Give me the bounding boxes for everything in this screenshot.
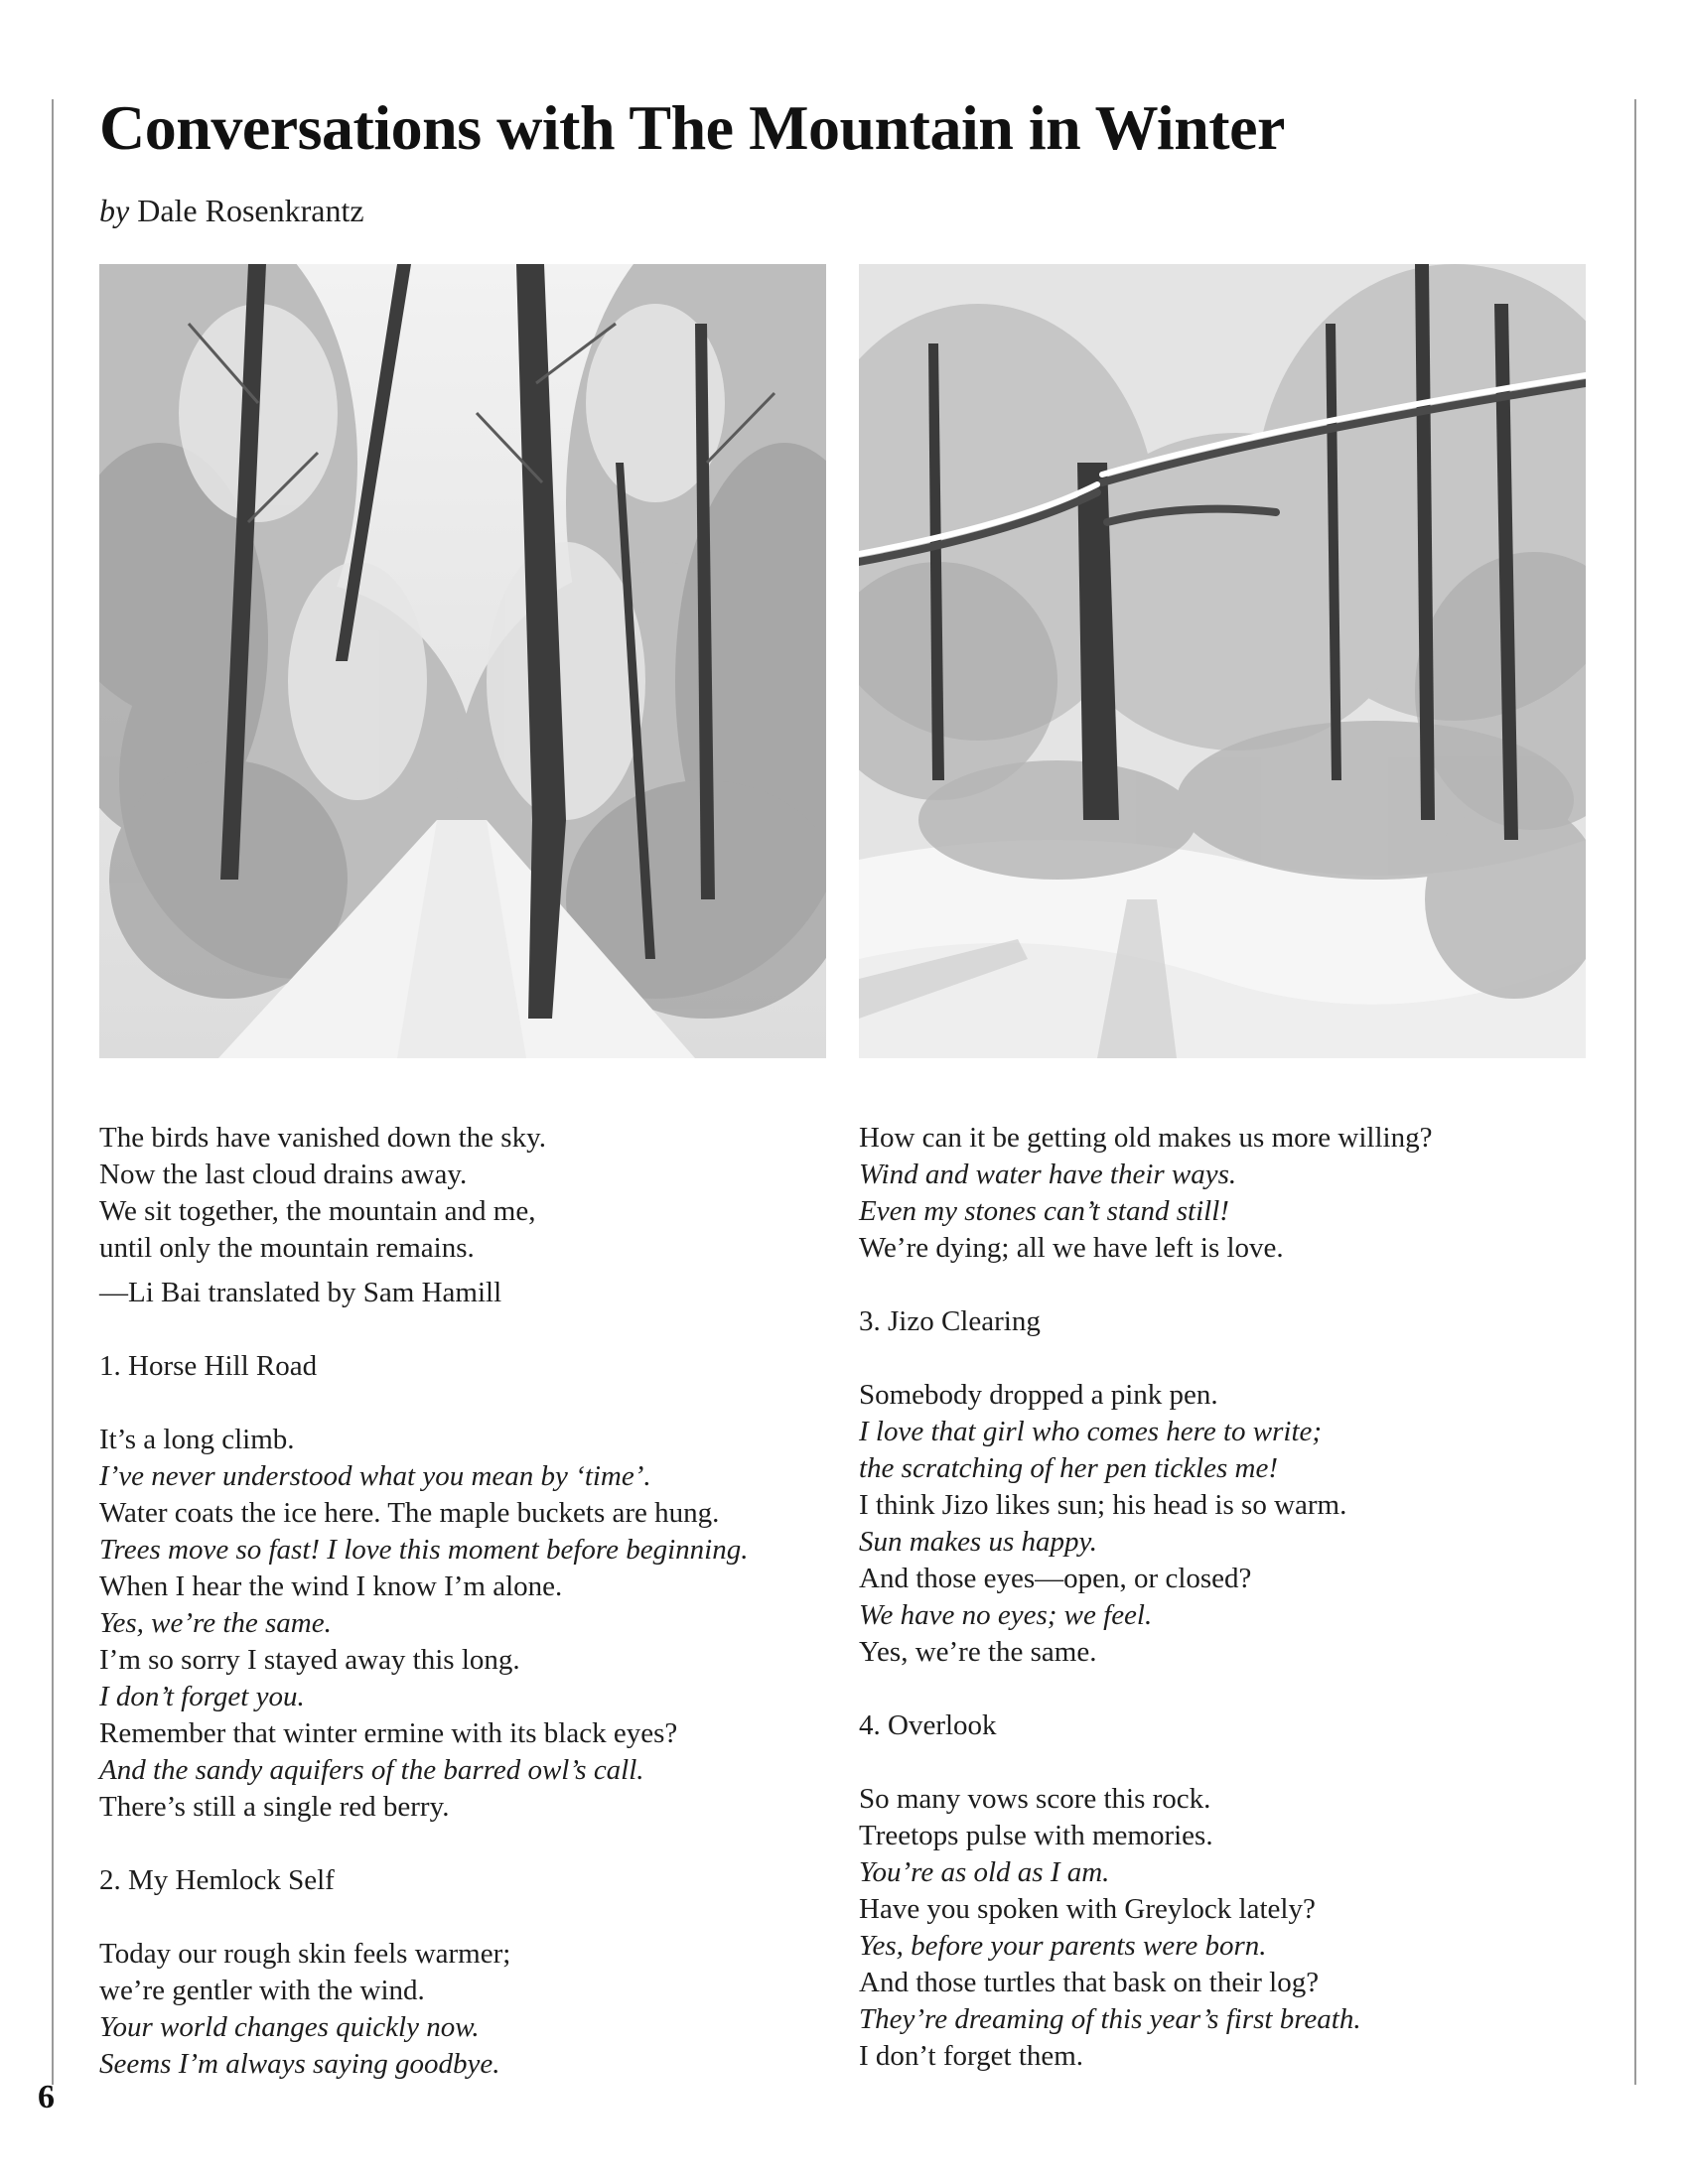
epigraph-line: until only the mountain remains. [99,1232,475,1264]
poem-line-mountain: Wind and water have their ways. [859,1159,1237,1190]
poem-line-mountain: Seems I’m always saying goodbye. [99,2048,500,2080]
poem-line: When I hear the wind I know I’m alone. [99,1570,563,1602]
poem-line: So many vows score this rock. [859,1783,1211,1815]
poem-line-mountain: And the sandy aquifers of the barred owl’s call. [99,1754,644,1786]
epigraph-line: We sit together, the mountain and me, [99,1195,536,1227]
poem-line: I’m so sorry I stayed away this long. [99,1644,520,1676]
poem-line: Treetops pulse with memories. [859,1820,1213,1851]
poem-line: It’s a long climb. [99,1424,295,1455]
poem-line: There’s still a single red berry. [99,1791,450,1823]
left-margin-rule [52,99,54,2085]
poem-line-mountain: Your world changes quickly now. [99,2011,480,2043]
poem-line: Yes, we’re the same. [859,1636,1097,1668]
poem-line: I think Jizo likes sun; his head is so warm. [859,1489,1347,1521]
poem-line-mountain: We have no eyes; we feel. [859,1599,1153,1631]
poem-line: How can it be getting old makes us more willing? [859,1122,1433,1154]
epigraph-attribution: —Li Bai translated by Sam Hamill [99,1277,502,1308]
poem-line: I don’t forget them. [859,2040,1084,2072]
epigraph-line: The birds have vanished down the sky. [99,1122,546,1154]
poem-line-mountain: I love that girl who comes here to write; [859,1416,1323,1447]
article-title: Conversations with The Mountain in Winter [99,92,1285,163]
poem-line-mountain: Yes, we’re the same. [99,1607,332,1639]
author-name: Dale Rosenkrantz [137,193,364,228]
poem-line-mountain: I don’t forget you. [99,1681,305,1712]
poem-line: And those eyes—open, or closed? [859,1563,1252,1594]
poem-line-mountain: They’re dreaming of this year’s first breath. [859,2003,1361,2035]
byline [99,193,364,229]
photo-snowy-woods [859,264,1586,1058]
page-number: 6 [38,2079,55,2116]
right-margin-rule [1634,99,1636,2085]
byline-prefix: by [99,193,130,228]
poem-line: And those turtles that bask on their log? [859,1967,1320,1998]
poem-line: We’re dying; all we have left is love. [859,1232,1284,1264]
poem-line: Water coats the ice here. The maple buckets are hung. [99,1497,720,1529]
poem-line-mountain: Even my stones can’t stand still! [859,1195,1229,1227]
poem-line: we’re gentler with the wind. [99,1975,425,2006]
poem-line-mountain: the scratching of her pen tickles me! [859,1452,1278,1484]
poem-column-left [99,1120,834,2083]
section-heading: 2. My Hemlock Self [99,1864,335,1896]
poem-line: Have you spoken with Greylock lately? [859,1893,1316,1925]
section-heading: 1. Horse Hill Road [99,1350,318,1382]
poem-line: Somebody dropped a pink pen. [859,1379,1218,1411]
epigraph-line: Now the last cloud drains away. [99,1159,468,1190]
poem-line-mountain: You’re as old as I am. [859,1856,1110,1888]
poem-line-mountain: Yes, before your parents were born. [859,1930,1267,1962]
poem-line: Today our rough skin feels warmer; [99,1938,511,1970]
poem-line: Remember that winter ermine with its black eyes? [99,1717,678,1749]
poem-column-right [859,1120,1594,2075]
section-heading: 3. Jizo Clearing [859,1305,1041,1337]
poem-line-mountain: I’ve never understood what you mean by ‘time’. [99,1460,651,1492]
photo-snowy-road [99,264,826,1058]
poem-line-mountain: Sun makes us happy. [859,1526,1098,1558]
section-heading: 4. Overlook [859,1709,997,1741]
poem-line-mountain: Trees move so fast! I love this moment before beginning. [99,1534,749,1566]
